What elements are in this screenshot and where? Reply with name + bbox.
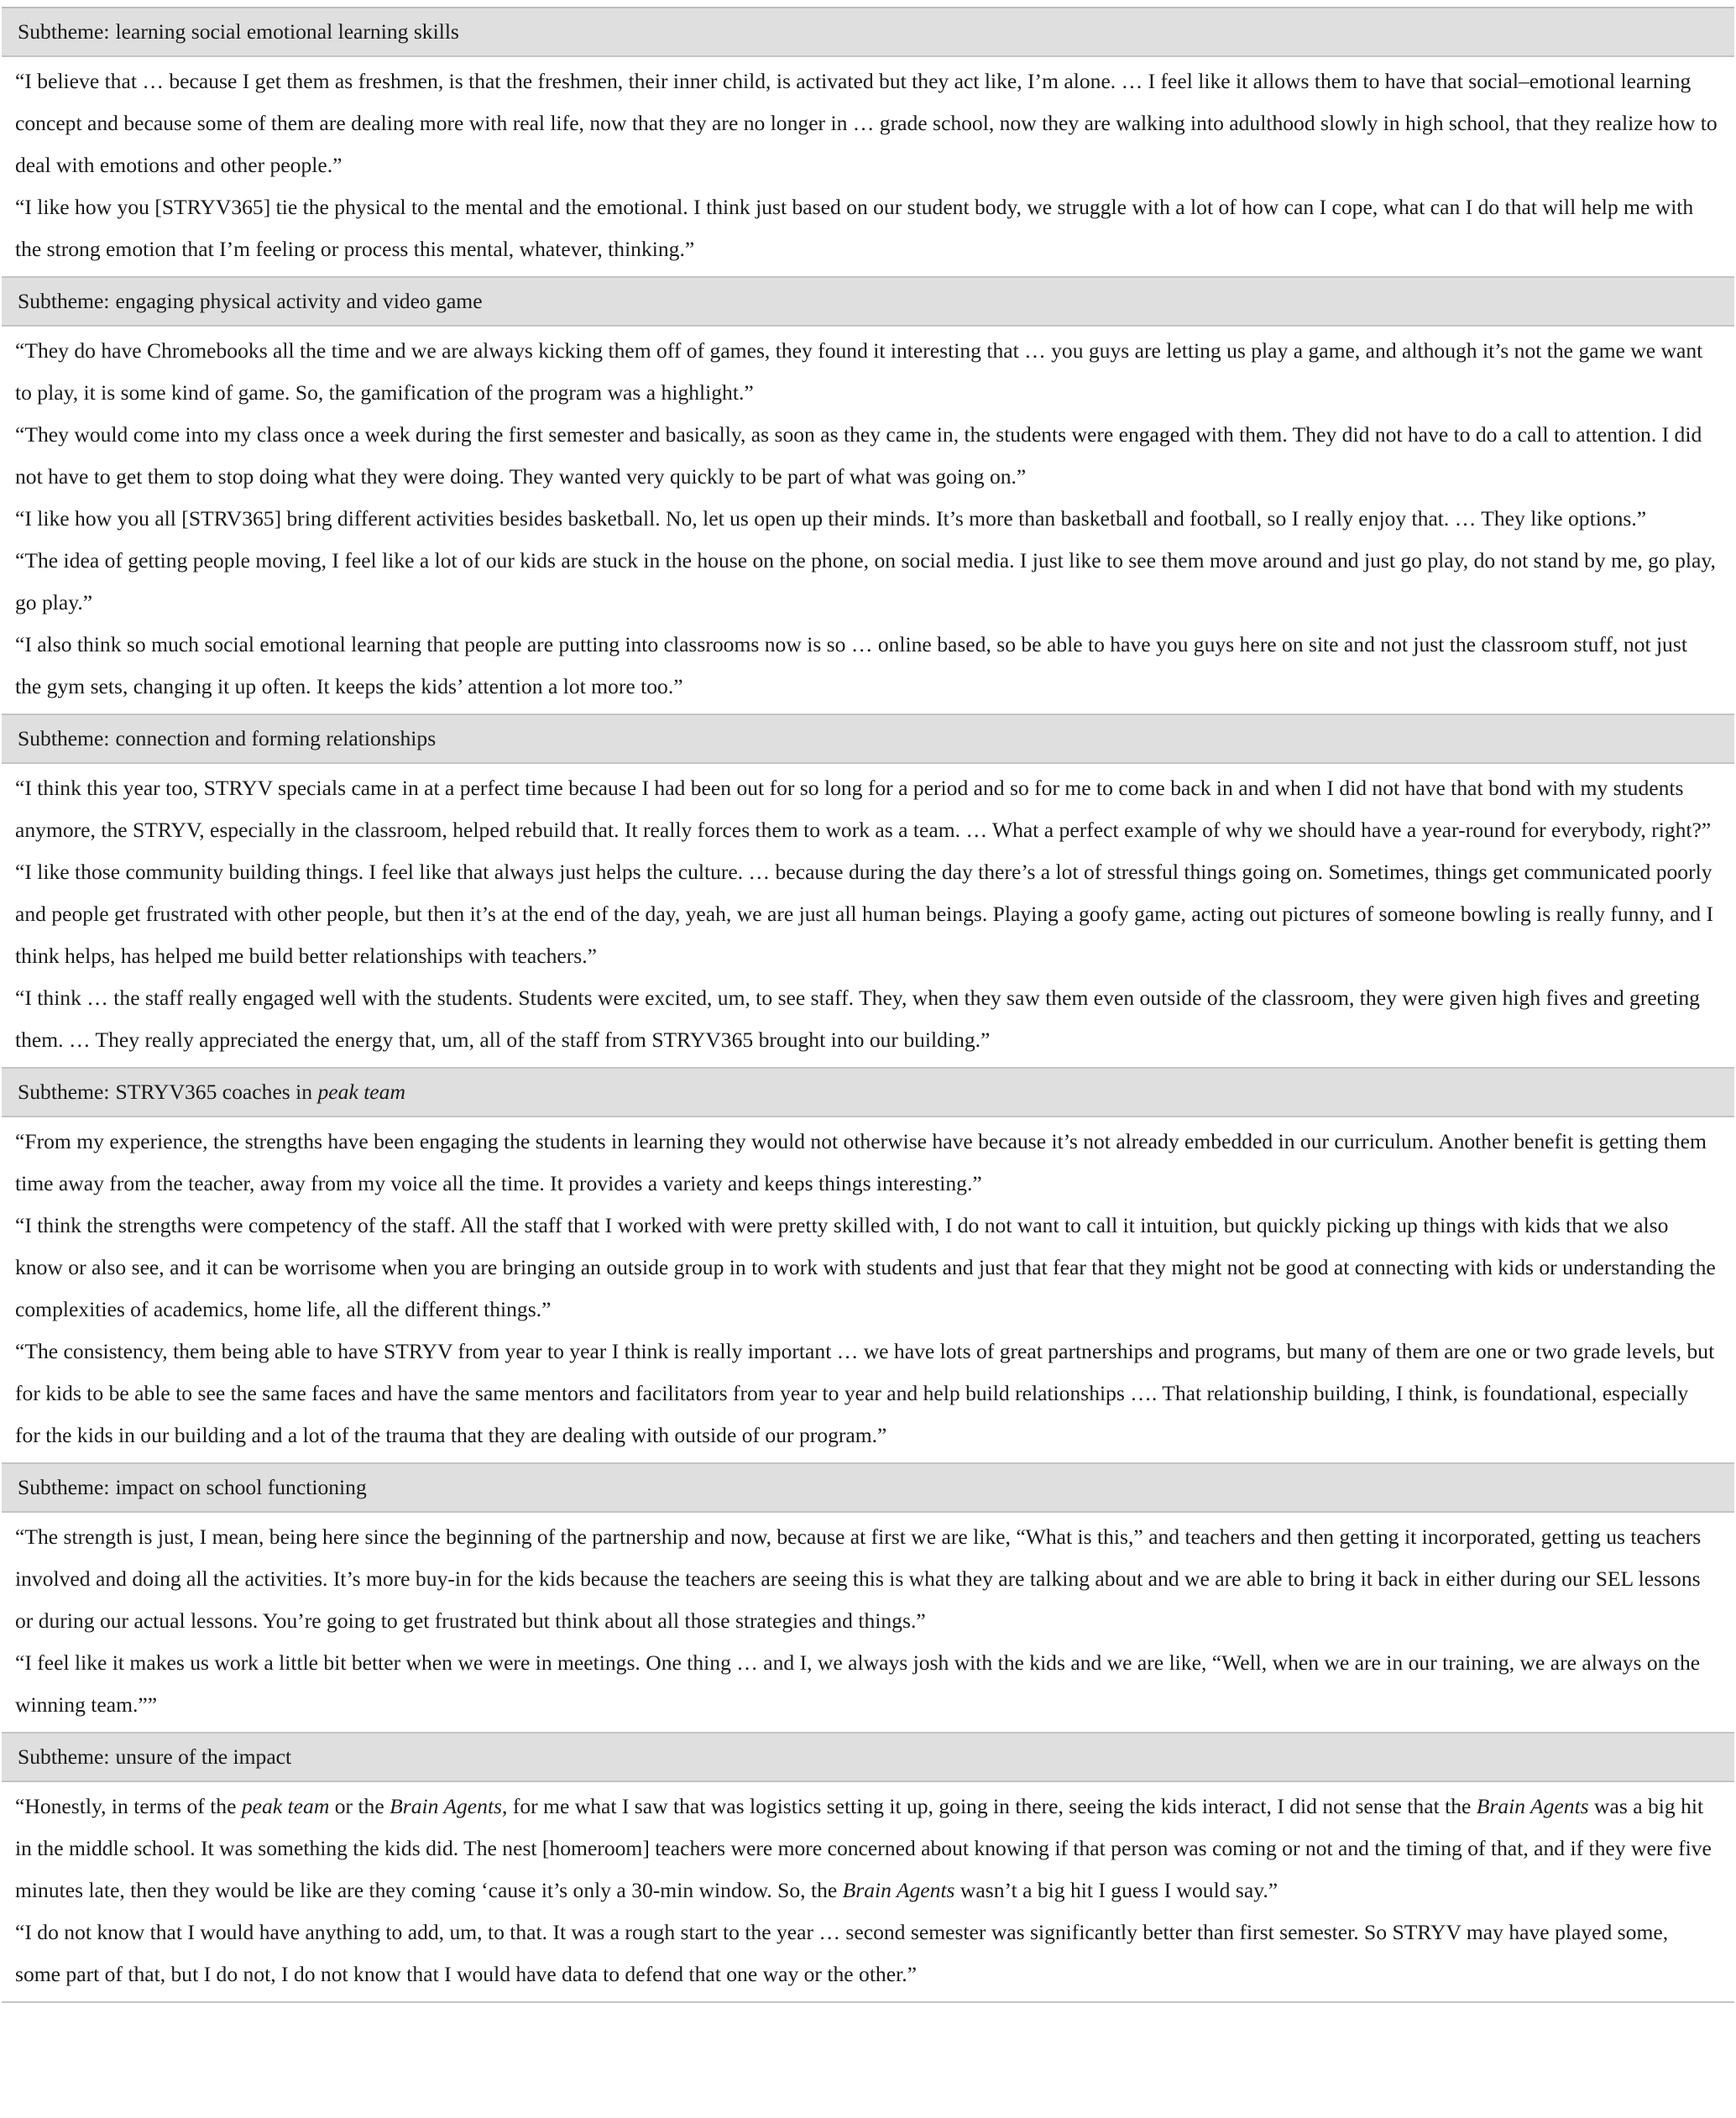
quote-list xyxy=(2,1782,1734,2001)
quotes-table xyxy=(2,7,1734,2003)
quote-text: wasn’t a big hit I guess I would say.” xyxy=(954,1878,1278,1902)
quote-text: or the xyxy=(329,1794,390,1818)
quote-list xyxy=(2,327,1734,714)
quote-list xyxy=(2,1513,1734,1732)
quote: “The strength is just, I mean, being here since the beginning of the partnership and now, because at first we are like, “What is this,” and teachers and then getting it incorporated, getting us teachers involved and doing all the activities. It’s more buy-in for the kids because the teachers are seeing this is what they are talking about and we are able to bring it back in either during our SEL lessons or during our actual lessons. You’re going to get frustrated but think about all those strategies and things.” xyxy=(15,1524,1702,1633)
subtheme-title: engaging physical activity and video game xyxy=(115,289,483,313)
quote-italic-term: Brain Agents xyxy=(842,1878,955,1902)
subtheme-section xyxy=(2,1069,1734,1464)
quote: “I do not know that I would have anything to add, um, to that. It was a rough start to the year … second semester was significantly better than first semester. So STRYV may have played some, some part of that, but I do not, I do not know that I would have data to defend that one way or the other.” xyxy=(15,1920,1669,1986)
quote-text: , for me what I saw that was logistics setting it up, going in there, seeing the kids interact, I did not sense that the xyxy=(502,1794,1477,1818)
quote: “I like those community building things. I feel like that always just helps the culture. … because during the day there’s a lot of stressful things going on. Sometimes, things get communicated poorly and people get frustrated with other people, but then it’s at the end of the day, yeah, we are just all human beings. Playing a goofy game, acting out pictures of someone bowling is really funny, and I think helps, has helped me build better relationships with teachers.” xyxy=(15,860,1714,968)
quote: “I feel like it makes us work a little bit better when we were in meetings. One thing … and I, we always josh with the kids and we are like, “Well, when we are in our training, we are always on the winning team.”” xyxy=(15,1650,1701,1717)
quote: “I like how you [STRYV365] tie the physical to the mental and the emotional. I think just based on our student body, we struggle with a lot of how can I cope, what can I do that will help me with the strong emotion that I’m feeling or process this mental, whatever, thinking.” xyxy=(15,195,1694,261)
subtheme-header xyxy=(2,278,1734,327)
quote-text: “Honestly, in terms of the xyxy=(15,1794,242,1818)
subtheme-prefix: Subtheme: xyxy=(18,1080,110,1104)
subtheme-prefix: Subtheme: xyxy=(18,19,110,44)
subtheme-prefix: Subtheme: xyxy=(18,1744,110,1769)
quote-rich xyxy=(15,1786,1718,1911)
quote: “I think the strengths were competency of the staff. All the staff that I worked with were pretty skilled with, I do not want to call it intuition, but quickly picking up things with kids that we also know or also see, and it can be worrisome when you are bringing an outside group in to work with students and just that fear that they might not be good at connecting with kids or understanding the complexities of academics, home life, all the different things.” xyxy=(15,1213,1716,1321)
subtheme-prefix: Subtheme: xyxy=(18,726,110,750)
quote: “The consistency, them being able to have STRYV from year to year I think is really important … we have lots of great partnerships and programs, but many of them are one or two grade levels, but for kids to be able to see the same faces and have the same mentors and facilitators from year to year and help build relationships …. That relationship building, I think, is foundational, especially for the kids in our building and a lot of the trauma that they are dealing with outside of our program.” xyxy=(15,1339,1715,1447)
subtheme-title: learning social emotional learning skills xyxy=(115,19,459,44)
subtheme-section xyxy=(2,1734,1734,2003)
subtheme-header xyxy=(2,1734,1734,1782)
subtheme-title-italic: peak team xyxy=(317,1080,405,1104)
quote-list xyxy=(2,1117,1734,1462)
quote: “They do have Chromebooks all the time and we are always kicking them off of games, they found it interesting that … you guys are letting us play a game, and although it’s not the game we want to play, it is some kind of game. So, the gamification of the program was a highlight.” xyxy=(15,338,1703,405)
subtheme-title: connection and forming relationships xyxy=(115,726,437,750)
subtheme-section xyxy=(2,715,1734,1069)
quote: “I also think so much social emotional learning that people are putting into classrooms now is so … online based, so be able to have you guys here on site and not just the classroom stuff, not just the gym sets, changing it up often. It keeps the kids’ attention a lot more too.” xyxy=(15,632,1687,698)
subtheme-prefix: Subtheme: xyxy=(18,289,110,313)
quote-italic-term: peak team xyxy=(241,1794,330,1818)
quote: “I like how you all [STRV365] bring different activities besides basketball. No, let us open up their minds. It’s more than basketball and football, so I really enjoy that. … They like options.” xyxy=(15,506,1647,531)
subtheme-section xyxy=(2,1464,1734,1734)
quote: “I think … the staff really engaged well with the students. Students were excited, um, to see staff. They, when they saw them even outside of the classroom, they were given high fives and greeting them. … They really appreciated the energy that, um, all of the staff from STRYV365 brought into our building.” xyxy=(15,986,1700,1052)
subtheme-header xyxy=(2,1464,1734,1513)
quote-list xyxy=(2,57,1734,276)
quote-list xyxy=(2,764,1734,1067)
quote: “I think this year too, STRYV specials came in at a perfect time because I had been out for so long for a period and so for me to come back in and when I did not have that bond with my students anymore, the STRYV, especially in the classroom, helped rebuild that. It really forces them to work as a team. … What a perfect example of why we should have a year-round for everybody, right?” xyxy=(15,776,1712,842)
subtheme-section xyxy=(2,8,1734,278)
subtheme-header xyxy=(2,8,1734,57)
subtheme-title: STRYV365 coaches in xyxy=(115,1080,313,1104)
quote: “They would come into my class once a week during the first semester and basically, as soon as they came in, the students were engaged with them. They did not have to do a call to attention. I did not have to get them to stop doing what they were doing. They wanted very quickly to be part of what was going on.” xyxy=(15,422,1702,489)
subtheme-header xyxy=(2,1069,1734,1117)
quote-text: was a big hit in the middle school. It was something the kids did. The nest [homeroom] teachers were more concerned about knowing if that person was coming or not and the timing of that, and if they were five minutes late, then they would be like are they coming ‘cause it’s only a 30-min window. So, the xyxy=(15,1794,1712,1902)
quote-italic-term: Brain Agents xyxy=(390,1794,503,1818)
subtheme-header xyxy=(2,715,1734,764)
subtheme-title: impact on school functioning xyxy=(115,1475,367,1499)
quote: “From my experience, the strengths have been engaging the students in learning they would not otherwise have because it’s not already embedded in our curriculum. Another benefit is getting them time away from the teacher, away from my voice all the time. It provides a variety and keeps things interesting.” xyxy=(15,1129,1707,1195)
quote-italic-term: Brain Agents xyxy=(1476,1794,1589,1818)
subtheme-title: unsure of the impact xyxy=(115,1744,292,1769)
quote: “The idea of getting people moving, I feel like a lot of our kids are stuck in the house on the phone, on social media. I just like to see them move around and just go play, do not stand by me, go play, go play.” xyxy=(15,548,1716,614)
quote: “I believe that … because I get them as freshmen, is that the freshmen, their inner child, is activated but they act like, I’m alone. … I feel like it allows them to have that social–emotional learning concept and because some of them are dealing more with real life, now that they are no longer in … grade school, now they are walking into adulthood slowly in high school, that they realize how to deal with emotions and other people.” xyxy=(15,69,1718,177)
subtheme-prefix: Subtheme: xyxy=(18,1475,110,1499)
subtheme-section xyxy=(2,278,1734,715)
